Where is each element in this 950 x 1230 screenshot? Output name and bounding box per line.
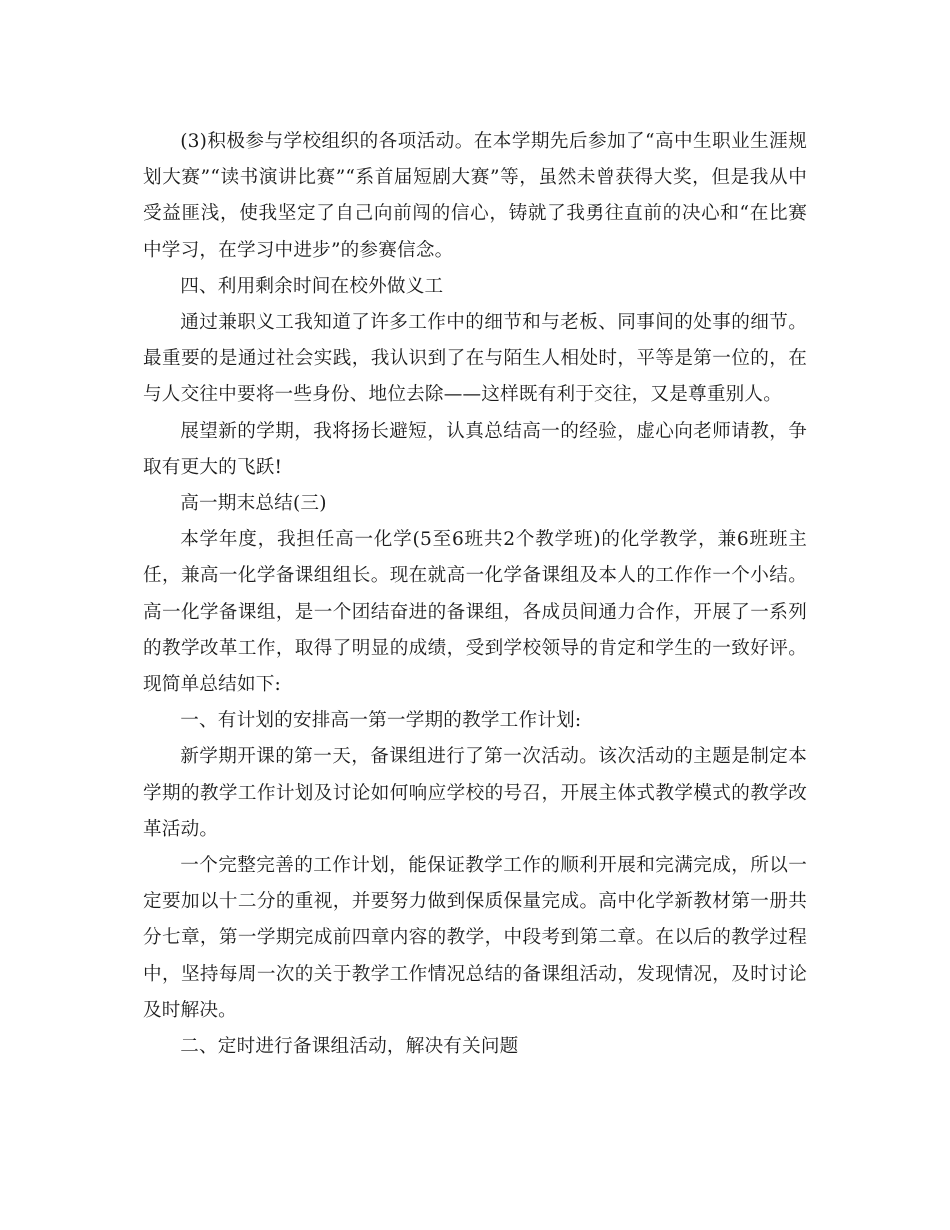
paragraph-intro: 本学年度，我担任高一化学(5至6班共2个教学班)的化学教学，兼6班班主任，兼高一化学备课组组长。现在就高一化学备课组及本人的工作作一个小结。高一化学备课组，是一个团结奋进的备课组，各成员间通力合作，开展了一系列的教学改革工作，取得了明显的成绩，受到学校领导的肯定和学生的一致好评。现简单总结如下: [143,529,807,696]
paragraph-work-plan: 一个完整完善的工作计划，能保证教学工作的顺利开展和完满完成，所以一定要加以十二分的重视，并要努力做到保质保量完成。高中化学新教材第一册共分七章，第一学期完成前四章内容的教学，中段考到第二章。在以后的教学过程中，坚持每周一次的关于教学工作情况总结的备课组活动，发现情况，及时讨论及时解决。 [143,855,807,1021]
paragraph-first-activity: 新学期开课的第一天，备课组进行了第一次活动。该次活动的主题是制定本学期的教学工作计划及讨论如何响应学校的号召，开展主体式教学模式的教学改革活动。 [143,746,807,840]
document-body [143,124,807,1065]
paragraph-volunteer: 通过兼职义工我知道了许多工作中的细节和与老板、同事间的处事的细节。最重要的是通过社会实践，我认识到了在与陌生人相处时，平等是第一位的，在与人交往中要将一些身份、地位去除——这样既有利于交往，又是尊重别人。 [143,312,807,406]
paragraph-outlook: 展望新的学期，我将扬长避短，认真总结高一的经验，虚心向老师请教，争取有更大的飞跃! [143,420,807,478]
section-heading-volunteer: 四、利用剩余时间在校外做义工 [180,275,444,297]
paragraph-activities: (3)积极参与学校组织的各项活动。在本学期先后参加了“高中生职业生涯规划大赛”“读书演讲比赛”“系首届短剧大赛”等，虽然未曾获得大奖，但是我从中受益匪浅，使我坚定了自己向前闯的信心，铸就了我勇往直前的决心和“在比赛中学习，在学习中进步”的参赛信念。 [143,131,807,261]
section-heading-regular-activities: 二、定时进行备课组活动，解决有关问题 [180,1036,519,1058]
section-title-summary-three: 高一期末总结(三) [180,493,327,515]
section-heading-plan: 一、有计划的安排高一第一学期的教学工作计划: [180,710,582,732]
